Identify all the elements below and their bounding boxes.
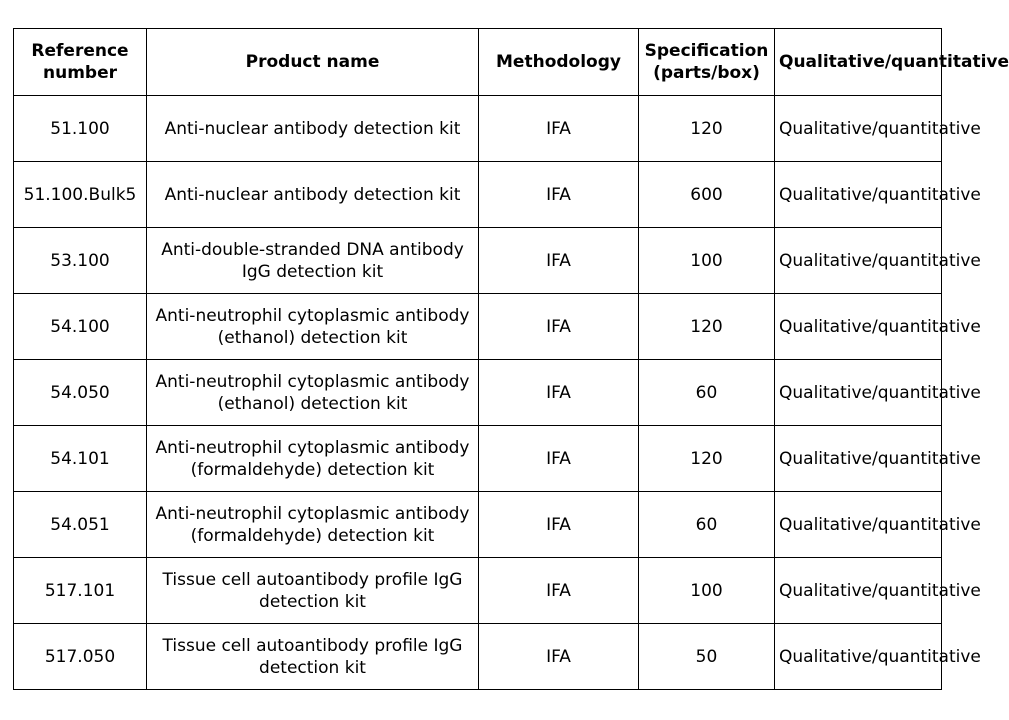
cell-methodology: IFA <box>479 426 639 492</box>
cell-methodology: IFA <box>479 162 639 228</box>
cell-qualitative-quantitative: Qualitative/quantitative <box>775 294 942 360</box>
cell-reference-number: 51.100 <box>14 96 147 162</box>
table-row <box>14 162 942 228</box>
cell-qualitative-quantitative: Qualitative/quantitative <box>775 558 942 624</box>
header-qualitative-quantitative: Qualitative/quantitative <box>775 29 942 96</box>
cell-reference-number: 517.101 <box>14 558 147 624</box>
cell-qualitative-quantitative: Qualitative/quantitative <box>775 426 942 492</box>
table-row <box>14 492 942 558</box>
cell-product-name: Anti-neutrophil cytoplasmic antibody (formaldehyde) detection kit <box>147 426 479 492</box>
table-header <box>14 29 1009 96</box>
cell-reference-number: 53.100 <box>14 228 147 294</box>
cell-qualitative-quantitative: Qualitative/quantitative <box>775 162 942 228</box>
cell-reference-number: 517.050 <box>14 624 147 690</box>
header-reference-number: Reference number <box>14 29 147 96</box>
cell-specification: 100 <box>639 558 775 624</box>
cell-methodology: IFA <box>479 360 639 426</box>
cell-qualitative-quantitative: Qualitative/quantitative <box>775 492 942 558</box>
cell-methodology: IFA <box>479 96 639 162</box>
cell-product-name: Anti-neutrophil cytoplasmic antibody (ethanol) detection kit <box>147 294 479 360</box>
cell-specification: 60 <box>639 492 775 558</box>
table-row <box>14 294 942 360</box>
cell-specification: 120 <box>639 426 775 492</box>
cell-specification: 120 <box>639 96 775 162</box>
cell-specification: 600 <box>639 162 775 228</box>
cell-product-name: Anti-double-stranded DNA antibody IgG detection kit <box>147 228 479 294</box>
header-methodology: Methodology <box>479 29 639 96</box>
table-row <box>14 228 942 294</box>
header-row <box>14 29 942 96</box>
header-specification: Specification (parts/box) <box>639 29 775 96</box>
cell-product-name: Anti-neutrophil cytoplasmic antibody (ethanol) detection kit <box>147 360 479 426</box>
cell-product-name: Tissue cell autoantibody profile IgG detection kit <box>147 558 479 624</box>
table-row <box>14 624 942 690</box>
cell-specification: 50 <box>639 624 775 690</box>
cell-methodology: IFA <box>479 558 639 624</box>
header-product-name: Product name <box>147 29 479 96</box>
cell-reference-number: 54.101 <box>14 426 147 492</box>
cell-product-name: Tissue cell autoantibody profile IgG detection kit <box>147 624 479 690</box>
cell-product-name: Anti-nuclear antibody detection kit <box>147 162 479 228</box>
cell-specification: 120 <box>639 294 775 360</box>
cell-product-name: Anti-nuclear antibody detection kit <box>147 96 479 162</box>
cell-reference-number: 54.050 <box>14 360 147 426</box>
cell-specification: 100 <box>639 228 775 294</box>
table-row <box>14 360 942 426</box>
cell-reference-number: 54.100 <box>14 294 147 360</box>
cell-qualitative-quantitative: Qualitative/quantitative <box>775 624 942 690</box>
cell-qualitative-quantitative: Qualitative/quantitative <box>775 96 942 162</box>
table-row <box>14 558 942 624</box>
table-row <box>14 96 942 162</box>
cell-product-name: Anti-neutrophil cytoplasmic antibody (formaldehyde) detection kit <box>147 492 479 558</box>
cell-methodology: IFA <box>479 294 639 360</box>
table-body <box>14 96 981 690</box>
cell-reference-number: 51.100.Bulk5 <box>14 162 147 228</box>
cell-methodology: IFA <box>479 492 639 558</box>
cell-reference-number: 54.051 <box>14 492 147 558</box>
cell-qualitative-quantitative: Qualitative/quantitative <box>775 228 942 294</box>
cell-methodology: IFA <box>479 228 639 294</box>
table-row <box>14 426 942 492</box>
cell-specification: 60 <box>639 360 775 426</box>
cell-methodology: IFA <box>479 624 639 690</box>
cell-qualitative-quantitative: Qualitative/quantitative <box>775 360 942 426</box>
product-table <box>13 28 1009 690</box>
